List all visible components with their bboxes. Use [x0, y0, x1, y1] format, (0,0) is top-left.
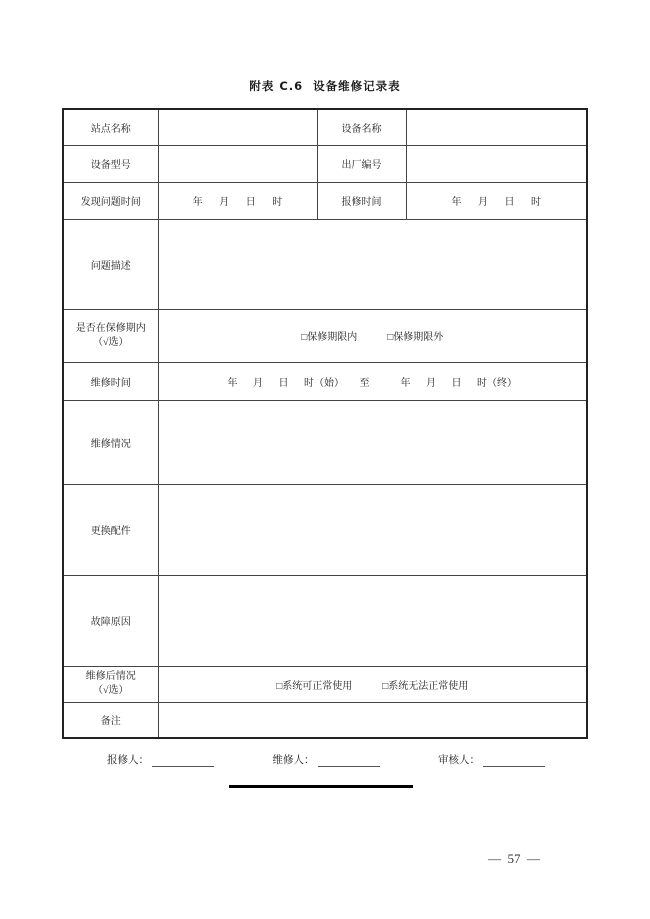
device-name-value-cell [406, 109, 587, 145]
table-row [63, 484, 587, 575]
reporter-signature-label: 报修人： [107, 755, 149, 766]
site-name-label: 站点名称 [63, 109, 158, 145]
reviewer-signature [438, 752, 545, 767]
warranty-status-label [63, 309, 158, 362]
problem-desc-label: 问题描述 [63, 219, 158, 309]
reviewer-signature-label: 审核人： [438, 755, 480, 766]
table-row [63, 575, 587, 666]
signature-row [62, 752, 586, 767]
repairer-signature [273, 752, 380, 767]
table-row [63, 182, 587, 219]
post-repair-status-label-line1: 维修后情况 [85, 671, 136, 682]
reporter-signature-line [152, 755, 214, 767]
repair-time-value-cell: 年 月 日 时（始） 至 年 月 日 时（终） [158, 362, 587, 400]
problem-found-time-label: 发现问题时间 [63, 182, 158, 219]
warranty-in-checkbox-option: □保修期限内 [301, 332, 358, 343]
factory-no-label: 出厂编号 [317, 145, 406, 182]
divider-rule [229, 785, 413, 788]
maintenance-record-table [62, 108, 588, 739]
problem-desc-value-cell [158, 219, 587, 309]
table-row [63, 309, 587, 362]
problem-found-time-value-cell: 年 月 日 时 [158, 182, 317, 219]
site-name-value-cell [158, 109, 317, 145]
remarks-label: 备注 [63, 702, 158, 738]
repairer-signature-label: 维修人： [272, 755, 315, 766]
system-usable-checkbox-option: □系统可正常使用 [276, 680, 353, 692]
warranty-status-label-line2: （√选） [93, 336, 129, 348]
table-row [63, 145, 587, 182]
page-number: — 57 — [488, 851, 540, 866]
remarks-value-cell [158, 702, 587, 738]
device-model-label: 设备型号 [63, 145, 158, 182]
repair-detail-label: 维修情况 [63, 400, 158, 484]
reporter-signature [107, 752, 214, 767]
warranty-options-cell [158, 309, 587, 362]
table-row [63, 109, 587, 145]
parts-replaced-value-cell [158, 484, 587, 575]
factory-no-value-cell [406, 145, 587, 182]
report-time-value-cell: 年 月 日 时 [406, 182, 587, 219]
device-model-value-cell [158, 145, 317, 182]
post-repair-status-label [63, 666, 158, 702]
post-repair-options-cell [158, 666, 587, 702]
repair-detail-value-cell [158, 400, 587, 484]
failure-cause-value-cell [158, 575, 587, 666]
post-repair-status-label-line2: （√选） [93, 685, 129, 696]
table-row [63, 219, 587, 309]
table-row [63, 400, 587, 484]
failure-cause-label: 故障原因 [63, 575, 158, 666]
table-row [63, 702, 587, 738]
reviewer-signature-line [483, 755, 545, 767]
repairer-signature-line [318, 755, 380, 767]
table-row [63, 666, 587, 702]
device-name-label: 设备名称 [317, 109, 406, 145]
parts-replaced-label: 更换配件 [63, 484, 158, 575]
system-unusable-checkbox-option: □系统无法正常使用 [382, 680, 469, 692]
report-time-label: 报修时间 [317, 182, 406, 219]
page-title: 附表 C.6 设备维修记录表 [249, 79, 401, 93]
warranty-out-checkbox-option: □保修期限外 [387, 332, 444, 343]
warranty-status-label-line1: 是否在保修期内 [75, 322, 146, 334]
table-row [63, 362, 587, 400]
repair-time-label: 维修时间 [63, 362, 158, 400]
